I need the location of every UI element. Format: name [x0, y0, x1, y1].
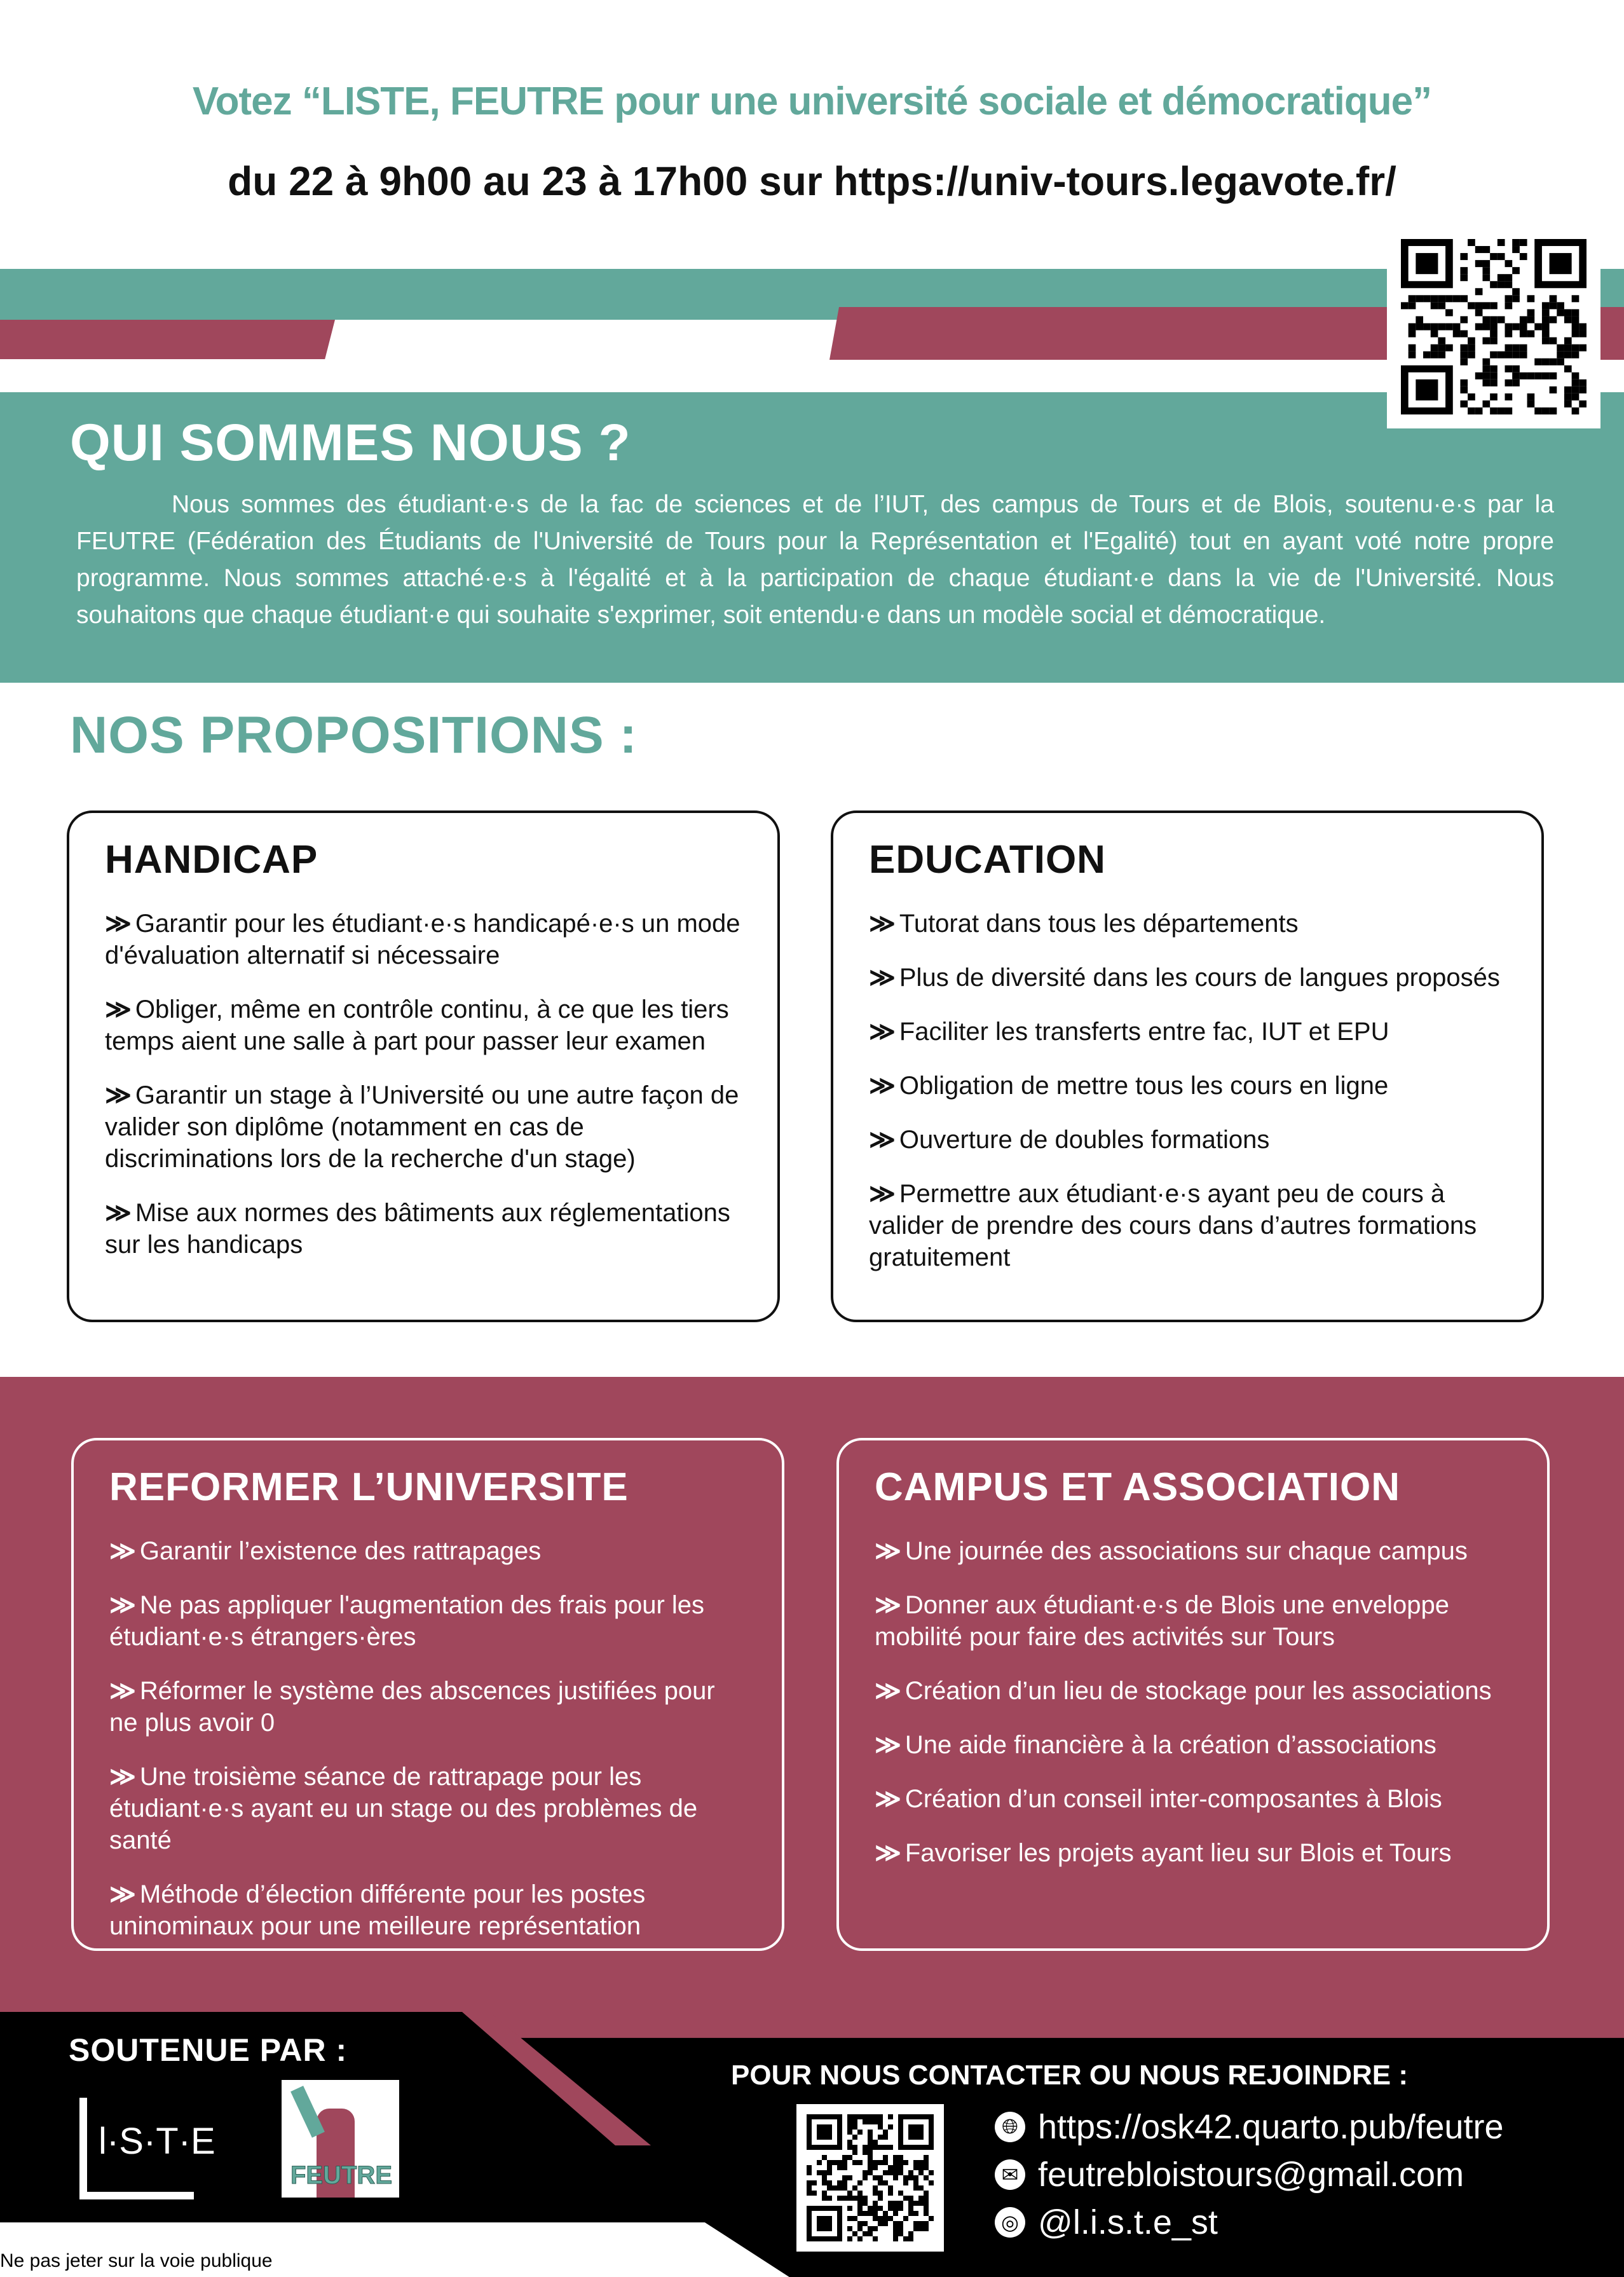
arrow-icon: ≫	[875, 1677, 901, 1705]
vote-dates-url: du 22 à 9h00 au 23 à 17h00 sur https://univ-tours.legavote.fr/	[228, 158, 1396, 204]
box-education	[831, 810, 1544, 1322]
vote-qr-code[interactable]	[1387, 225, 1600, 428]
arrow-icon: ≫	[869, 910, 896, 938]
box-title: HANDICAP	[105, 838, 318, 882]
proposition-item: ≫ Méthode d’élection différente pour les postes uninominaux pour une meilleure représentation	[109, 1880, 646, 1940]
arrow-icon: ≫	[109, 1677, 136, 1705]
arrow-icon: ≫	[109, 1763, 136, 1791]
proposition-item: ≫ Création d’un conseil inter-composantes à Blois	[875, 1785, 1442, 1813]
proposition-item: ≫ Favoriser les projets ayant lieu sur Blois et Tours	[875, 1839, 1452, 1867]
contact-title: POUR NOUS CONTACTER OU NOUS REJOINDRE :	[731, 2060, 1409, 2091]
proposition-item: ≫ Garantir pour les étudiant·e·s handicapé·e·s un mode d'évaluation alternatif si nécessaire	[105, 910, 740, 969]
arrow-icon: ≫	[869, 964, 896, 992]
proposition-item: ≫ Tutorat dans tous les départements	[869, 910, 1299, 938]
arrow-icon: ≫	[875, 1537, 901, 1565]
proposition-item: ≫ Ne pas appliquer l'augmentation des frais pour les étudiant·e·s étrangers·ères	[109, 1591, 705, 1651]
box-title: CAMPUS ET ASSOCIATION	[875, 1465, 1401, 1509]
website-link[interactable]: 🌐︎ https://osk42.quarto.pub/feutre	[995, 2103, 1605, 2150]
proposition-item: ≫ Obliger, même en contrôle continu, à ce que les tiers temps aient une salle à part pour passer leur examen	[105, 995, 729, 1055]
email-link[interactable]: ✉ feutrebloistours@gmail.com	[995, 2150, 1605, 2198]
propositions-title: NOS PROPOSITIONS :	[70, 706, 638, 764]
mail-icon: ✉	[995, 2159, 1025, 2190]
arrow-icon: ≫	[109, 1537, 136, 1565]
arrow-icon: ≫	[105, 995, 132, 1023]
arrow-icon: ≫	[869, 1126, 896, 1154]
supported-by-title: SOUTENUE PAR :	[69, 2032, 348, 2068]
arrow-icon: ≫	[875, 1591, 901, 1619]
proposition-item: ≫ Une aide financière à la création d’associations	[875, 1731, 1436, 1759]
proposition-item: ≫ Ouverture de doubles formations	[869, 1126, 1270, 1154]
arrow-icon: ≫	[105, 1081, 132, 1109]
page-title: Votez “LISTE, FEUTRE pour une université sociale et démocratique”	[192, 79, 1432, 123]
proposition-item: ≫ Réformer le système des abscences justifiées pour ne plus avoir 0	[109, 1677, 715, 1737]
arrow-icon: ≫	[875, 1785, 901, 1813]
contact-list	[995, 2103, 1605, 2246]
proposition-item: ≫ Mise aux normes des bâtiments aux réglementations sur les handicaps	[105, 1199, 730, 1259]
arrow-icon: ≫	[869, 1018, 896, 1046]
box-handicap	[67, 810, 780, 1322]
contact-qr-code[interactable]	[796, 2104, 944, 2252]
arrow-icon: ≫	[105, 910, 132, 938]
arrow-icon: ≫	[875, 1731, 901, 1759]
arrow-icon: ≫	[109, 1880, 136, 1908]
disclaimer: Ne pas jeter sur la voie publique	[0, 2250, 273, 2271]
proposition-item: ≫ Garantir l’existence des rattrapages	[109, 1537, 542, 1565]
proposition-item: ≫ Garantir un stage à l’Université ou une autre façon de valider son diplôme (notamment en cas de discriminations lors de la recherche d'un stage)	[105, 1081, 739, 1173]
proposition-item: ≫ Permettre aux étudiant·e·s ayant peu de cours à valider de prendre des cours dans d’autres formations gratuitement	[869, 1180, 1477, 1271]
box-title: EDUCATION	[869, 838, 1106, 882]
proposition-item: ≫ Plus de diversité dans les cours de langues proposés	[869, 964, 1500, 992]
about-title: QUI SOMMES NOUS ?	[70, 414, 631, 472]
proposition-item: ≫ Une journée des associations sur chaque campus	[875, 1537, 1468, 1565]
maroon-band-left	[0, 320, 335, 359]
proposition-item: ≫ Une troisième séance de rattrapage pour les étudiant·e·s ayant eu un stage ou des problèmes de santé	[109, 1763, 698, 1854]
proposition-item: ≫ Obligation de mettre tous les cours en ligne	[869, 1072, 1389, 1100]
arrow-icon: ≫	[869, 1180, 896, 1208]
instagram-icon: ◎	[995, 2207, 1025, 2238]
arrow-icon: ≫	[875, 1839, 901, 1867]
globe-icon: 🌐︎	[995, 2112, 1025, 2142]
box-reformer-universite	[71, 1438, 784, 1951]
proposition-item: ≫ Faciliter les transferts entre fac, IUT et EPU	[869, 1018, 1389, 1046]
arrow-icon: ≫	[105, 1199, 132, 1227]
liste-logo: l·S·T·E	[79, 2098, 194, 2199]
proposition-item: ≫ Création d’un lieu de stockage pour les associations	[875, 1677, 1492, 1705]
feutre-logo: FEUTRE	[282, 2080, 399, 2198]
arrow-icon: ≫	[109, 1591, 136, 1619]
about-text: Nous sommes des étudiant·e·s de la fac de sciences et de l’IUT, des campus de Tours et de Blois, soutenu·e·s par la FEUTRE (Fédération des Étudiants de l'Université de Tours pour la Représentation et l'Egalité) tout en ayant voté notre propre programme. Nous sommes attaché·e·s à l'égalité et à la participation de chaque étudiant·e dans la vie de l'Université. Nous souhaitons que chaque étudiant·e qui souhaite s'exprimer, soit entendu·e dans un modèle social et démocratique.	[76, 491, 1554, 629]
instagram-link[interactable]: ◎ @l.i.s.t.e_st	[995, 2198, 1605, 2246]
proposition-item: ≫ Donner aux étudiant·e·s de Blois une enveloppe mobilité pour faire des activités sur Tours	[875, 1591, 1450, 1651]
arrow-icon: ≫	[869, 1072, 896, 1100]
box-title: REFORMER L’UNIVERSITE	[109, 1465, 629, 1509]
box-campus-association	[836, 1438, 1550, 1951]
